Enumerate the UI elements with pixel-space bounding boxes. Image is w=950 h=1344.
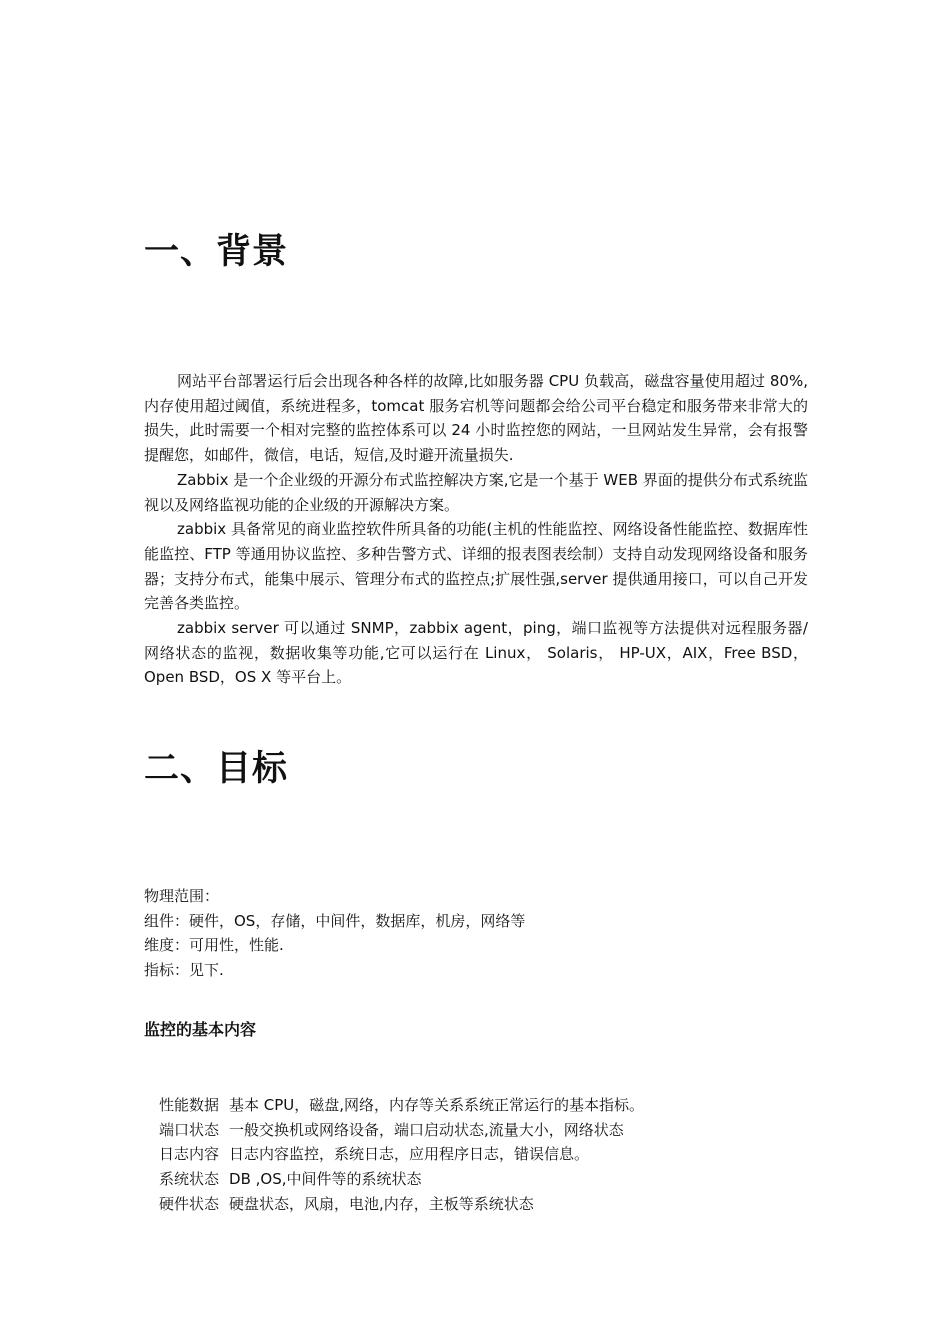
scope-line: 指标：见下. — [144, 961, 224, 980]
paragraph: Zabbix 是一个企业级的开源分布式监控解决方案,它是一个基于 WEB 界面的提供分布式系统监视以及网络监视功能的企业级的开源解决方案。 — [144, 470, 808, 514]
paragraph: 网站平台部署运行后会出现各种各样的故障,比如服务器 CPU 负载高，磁盘容量使用超过 80%,内存使用超过阈值，系统进程多，tomcat 服务宕机等问题都会给公司平台稳定和服务带来非常大的损失，此时需要一个相对完整的监控体系可以 24 小时监控您的网站，一旦网站发生异常，会有报警提醒您，如邮件，微信，电话，短信,及时避开流量损失. — [144, 372, 808, 465]
table-cell-item: 硬件状态 — [159, 1194, 220, 1213]
subheading-monitoring-content: 监控的基本内容 — [144, 1020, 257, 1039]
section-heading-background: 一、背景 — [144, 232, 289, 272]
table-cell-item: 系统状态 — [159, 1170, 220, 1189]
monitoring-table — [156, 1093, 644, 1217]
table-row — [156, 1167, 644, 1192]
scope-line: 组件：硬件，OS，存储，中间件，数据库，机房，网络等 — [144, 911, 526, 930]
scope-line: 物理范围： — [144, 887, 220, 905]
table-cell-item: 性能数据 — [159, 1096, 220, 1114]
table-cell-desc: 日志内容监控，系统日志，应用程序日志，错误信息。 — [229, 1145, 590, 1164]
table-cell-desc: 硬盘状态，风扇，电池,内存，主板等系统状态 — [229, 1194, 534, 1213]
table-row — [156, 1142, 644, 1167]
paragraph: zabbix server 可以通过 SNMP，zabbix agent，ping，端口监视等方法提供对远程服务器/网络状态的监视，数据收集等功能,它可以运行在 Linux， Solaris， HP-UX，AIX，Free BSD，Open BSD，OS X 等平台上。 — [144, 619, 808, 687]
table-cell-item: 端口状态 — [159, 1120, 220, 1139]
table-cell-desc: 一般交换机或网络设备，端口启动状态,流量大小，网络状态 — [229, 1120, 624, 1139]
scope-list — [144, 884, 525, 983]
table-row — [156, 1118, 644, 1143]
section-heading-goals: 二、目标 — [144, 749, 289, 789]
table-cell-item: 日志内容 — [159, 1145, 220, 1164]
table-row — [156, 1093, 644, 1118]
table-row — [156, 1192, 644, 1217]
table-cell-desc: 基本 CPU，磁盘,网络，内存等关系系统正常运行的基本指标。 — [229, 1096, 645, 1114]
table-cell-desc: DB ,OS,中间件等的系统状态 — [229, 1170, 422, 1189]
background-body — [144, 369, 808, 690]
scope-line: 维度：可用性，性能. — [144, 936, 284, 955]
paragraph: zabbix 具备常见的商业监控软件所具备的功能(主机的性能监控、网络设备性能监控、数据库性能监控、FTP 等通用协议监控、多种告警方式、详细的报表图表绘制）支持自动发现网络设备和服务器；支持分布式，能集中展示、管理分布式的监控点;扩展性强,server 提供通用接口，可以自己开发完善各类监控。 — [144, 520, 808, 613]
